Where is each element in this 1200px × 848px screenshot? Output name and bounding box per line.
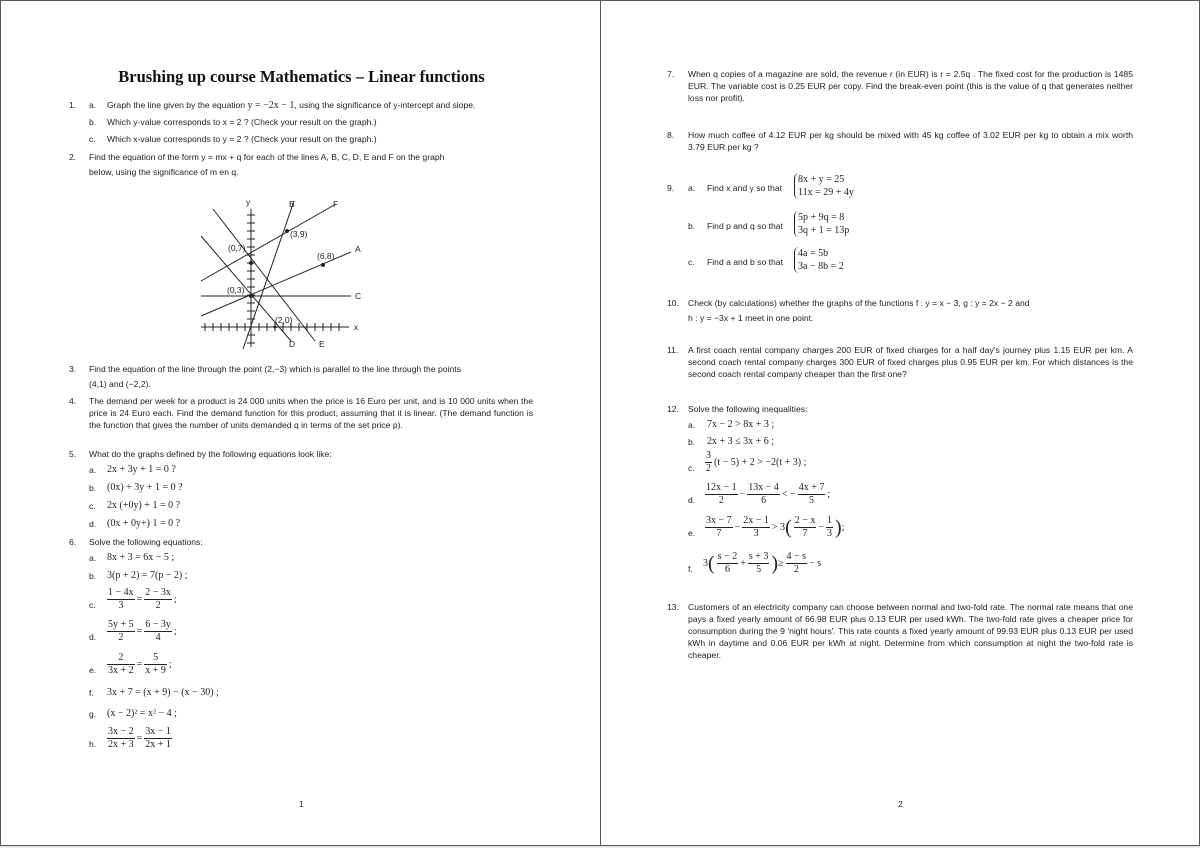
- question-7-number: 7.: [667, 69, 675, 79]
- point-6-8-marker: [321, 263, 325, 267]
- line-F: [201, 204, 336, 281]
- document-title: Brushing up course Mathematics – Linear functions: [118, 67, 485, 86]
- q12-text: Solve the following inequalities:: [688, 404, 808, 414]
- q5a-equation: 2x + 3y + 1 = 0 ?: [107, 464, 176, 475]
- question-10-number: 10.: [667, 298, 679, 308]
- question-11-number: 11.: [667, 345, 679, 355]
- point-label-6-8: (6,8): [317, 251, 335, 261]
- q8-text: How much coffee of 4.12 EUR per kg should be mixed with 45 kg coffee of 3.02 EUR per kg to obtain a mix worth 3.79 EUR per kg ?: [688, 130, 1133, 152]
- q6d-equation: $\frac{5y + 5}{2}$ = $\frac{6 - 3y}{4}$ ;: [108, 619, 177, 643]
- q6g-label: g.: [89, 709, 97, 719]
- q9b-text: Find p and q so that: [707, 221, 783, 231]
- q9c-text: Find a and b so that: [707, 257, 783, 267]
- question-3-number: 3.: [69, 364, 77, 374]
- q11-text: A first coach rental company charges 200 EUR of fixed charges for a half day's journey plus 1.15 EUR per km. A second coach rental company charges 300 EUR of fixed charges plus 0.95 EUR per km. For which distances is the second coach rental company cheaper than the first one?: [688, 345, 1133, 379]
- line-label-C: C: [355, 291, 362, 301]
- q6e-equation: $\frac{2}{3x + 2}$ = $\frac{5}{x + 9}$ ;: [108, 652, 172, 676]
- question-13-number: 13.: [667, 602, 679, 612]
- q5c-equation: 2x (+0y) + 1 = 0 ?: [107, 500, 181, 511]
- point-3-9-marker: [285, 229, 289, 233]
- q6-text: Solve the following equations:: [89, 537, 203, 547]
- q6h-label: h.: [89, 739, 97, 749]
- question-6-number: 6.: [69, 537, 77, 547]
- graph-y-label: y: [246, 197, 251, 207]
- q9b-system: 5p + 9q = 8 3q + 1 = 13p: [794, 211, 849, 237]
- q5b-equation: (0x) + 3y + 1 = 0 ?: [107, 482, 183, 493]
- point-0-3-marker: [249, 294, 253, 298]
- q3-line-1: Find the equation of the line through the point (2,−3) which is parallel to the line through the points: [89, 364, 461, 374]
- page-2: [600, 0, 1200, 846]
- q12e-inequality: $\frac{3x - 7}{7}$ − $\frac{2x - 1}{3}$ > 3( $\frac{2 - x}{7}$ − $\frac{1}{3}$ );: [706, 515, 845, 539]
- q3-line-2: (4,1) and (−2,2).: [89, 379, 151, 389]
- q12c-label: c.: [688, 463, 695, 473]
- q6h-equation: $\frac{3x - 2}{2x + 3}$ = $\frac{3x - 1}{2x + 1}$: [108, 726, 171, 750]
- lines-graph: [191, 189, 381, 354]
- question-4-number: 4.: [69, 396, 77, 406]
- q1c-text: Which x-value corresponds to y = 2 ? (Check your result on the graph.): [107, 134, 377, 144]
- q12b-inequality: 2x + 3 ≤ 3x + 6 ;: [707, 436, 775, 447]
- q12d-label: d.: [688, 495, 696, 505]
- q12a-inequality: 7x − 2 > 8x + 3 ;: [707, 419, 775, 430]
- page-number-2: 2: [898, 799, 903, 809]
- q1a-text: Graph the line given by the equation y = −2x − 1, using the significance of y-intercept and slope.: [107, 100, 476, 111]
- q9c-label: c.: [688, 257, 695, 267]
- q6d-label: d.: [89, 632, 97, 642]
- line-label-E: E: [319, 339, 325, 349]
- q6e-label: e.: [89, 665, 97, 675]
- q9a-text: Find x and y so that: [707, 183, 782, 193]
- q6f-equation: 3x + 7 = (x + 9) − (x − 30) ;: [107, 687, 219, 698]
- question-1-number: 1.: [69, 100, 77, 110]
- q10-line-2: h : y = −3x + 1 meet in one point.: [688, 313, 814, 323]
- point-2-0-marker: [274, 326, 277, 329]
- q6c-equation: $\frac{1 - 4x}{3}$ = $\frac{2 - 3x}{2}$ ;: [108, 587, 177, 611]
- q12f-label: f.: [688, 564, 693, 574]
- q6a-equation: 8x + 3 = 6x − 5 ;: [107, 552, 175, 563]
- q6a-label: a.: [89, 553, 97, 563]
- q10-line-1: Check (by calculations) whether the graphs of the functions f : y = x − 3, g : y = 2x − 2 and: [688, 298, 1030, 308]
- point-label-0-7: (0,7): [228, 243, 246, 253]
- line-label-A: A: [355, 244, 361, 254]
- q13-text: Customers of an electricity company can choose between normal and two-fold rate. The normal rate means that one pays a fixed yearly amount of 66.98 EUR plus 0.13 EUR per used kWh. The two-fold rate gives a cheaper price for consumption during the 9 'night hours'. This rate counts a fixed yearly amount of 99.93 EUR plus 0.13 EUR per used kWh in daytime and 0.06 EUR per kWh at night. Determine from which consumption at night the two-fold rate is cheaper.: [688, 602, 1133, 660]
- q6c-label: c.: [89, 600, 96, 610]
- line-label-B: B: [289, 199, 295, 209]
- q12b-label: b.: [688, 437, 696, 447]
- q5d-label: d.: [89, 519, 97, 529]
- q1a-label: a.: [89, 100, 97, 110]
- q12a-label: a.: [688, 420, 696, 430]
- q1b-label: b.: [89, 117, 97, 127]
- line-label-D: D: [289, 339, 296, 349]
- q6b-equation: 3(p + 2) = 7(p − 2) ;: [107, 570, 188, 581]
- question-8-number: 8.: [667, 130, 675, 140]
- line-label-F: F: [333, 199, 339, 209]
- question-12-number: 12.: [667, 404, 679, 414]
- q5a-label: a.: [89, 465, 97, 475]
- q5b-label: b.: [89, 483, 97, 493]
- q5-text: What do the graphs defined by the following equations look like:: [89, 449, 332, 459]
- q1c-label: c.: [89, 134, 96, 144]
- q9a-system: 8x + y = 25 11x = 29 + 4y: [794, 173, 854, 199]
- q12e-label: e.: [688, 528, 696, 538]
- page-number-1: 1: [299, 799, 304, 809]
- graph-x-label: x: [354, 322, 359, 332]
- q12d-inequality: $\frac{12x - 1}{2}$ − $\frac{13x - 4}{6}$ < − $\frac{4x + 7}{5}$ ;: [706, 482, 831, 506]
- q2-line-2: below, using the significance of m en q.: [89, 167, 239, 177]
- q2-line-1: Find the equation of the form y = mx + q for each of the lines A, B, C, D, E and F on the graph: [89, 152, 445, 162]
- question-2-number: 2.: [69, 152, 77, 162]
- q5d-equation: (0x + 0y+) 1 = 0 ?: [107, 518, 181, 529]
- page-1: [0, 0, 601, 846]
- q12c-inequality: $\frac{3}{2}$ (t − 5) + 2 > −2(t + 3) ;: [706, 450, 807, 474]
- q6f-label: f.: [89, 688, 94, 698]
- q9a-label: a.: [688, 183, 696, 193]
- point-0-7-marker: [249, 261, 253, 265]
- q1b-text: Which y-value corresponds to x = 2 ? (Check your result on the graph.): [107, 117, 377, 127]
- q6g-equation: (x − 2)² = x² − 4 ;: [107, 708, 177, 719]
- q9b-label: b.: [688, 221, 696, 231]
- point-label-3-9: (3,9): [290, 229, 308, 239]
- q9c-system: 4a = 5b 3a − 8b = 2: [794, 247, 844, 273]
- point-label-2-0: (2,0): [275, 315, 293, 325]
- q6b-label: b.: [89, 571, 97, 581]
- point-label-0-3: (0,3): [227, 285, 245, 295]
- question-9-number: 9.: [667, 183, 675, 193]
- q12f-inequality: 3( $\frac{s - 2}{6}$ + $\frac{s + 3}{5}$ )≥ $\frac{4 - s}{2}$ − s: [703, 551, 822, 575]
- q7-text: When q copies of a magazine are sold, the revenue r (in EUR) is r = 2.5q . The fixed cost for the production is 1485 EUR. The variable cost is 0.25 EUR per copy. Find the break-even point (this is the value of q that generates neither loss nor profit).: [688, 69, 1133, 103]
- question-5-number: 5.: [69, 449, 77, 459]
- q4-text: The demand per week for a product is 24 000 units when the price is 16 Euro per unit, and is 10 000 units when the price is 24 Euro each. Find the demand function for this product, assuming that it is linear. (The demand function is the function that gives the number of units demanded q in terms of the set price p).: [89, 396, 533, 430]
- q5c-label: c.: [89, 501, 96, 511]
